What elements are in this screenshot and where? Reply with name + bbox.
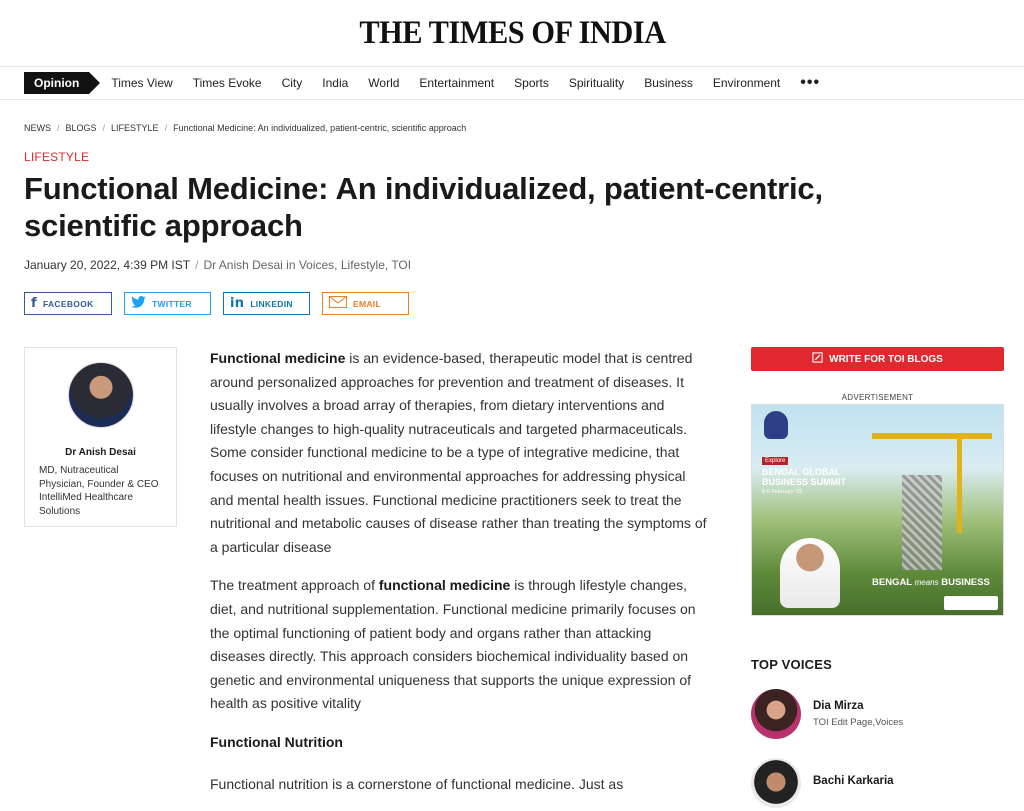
author-name[interactable]: Dr Anish Desai xyxy=(65,447,136,458)
breadcrumb-news[interactable]: NEWS xyxy=(24,123,51,133)
crane-graphic xyxy=(957,433,962,533)
share-email-button[interactable] xyxy=(322,292,409,315)
facebook-icon: f xyxy=(31,296,37,311)
article-paragraph xyxy=(210,347,710,559)
ad-explore: Explore xyxy=(762,457,788,465)
nav-item-times-view[interactable]: Times View xyxy=(111,76,173,90)
breadcrumb-separator: / xyxy=(102,123,106,133)
advertisement-banner[interactable] xyxy=(751,404,1004,616)
linkedin-icon: in xyxy=(230,296,245,311)
ad-dates: 5-6 February '25 xyxy=(762,489,803,495)
article-body xyxy=(210,347,710,811)
nav-item-business[interactable]: Business xyxy=(644,76,693,90)
masthead xyxy=(0,0,1024,66)
voice-avatar[interactable] xyxy=(751,689,801,739)
article-author-line[interactable]: Dr Anish Desai in Voices, Lifestyle, TOI xyxy=(203,258,412,272)
article-subheading: Functional Nutrition xyxy=(210,733,343,750)
write-button-label: WRITE FOR TOI BLOGS xyxy=(829,353,943,365)
share-facebook-button[interactable] xyxy=(24,292,112,315)
article-date: January 20, 2022, 4:39 PM IST xyxy=(24,258,191,272)
ad-tagline-end: BUSINESS xyxy=(941,577,990,588)
pen-icon xyxy=(812,352,823,366)
ad-logo-badge xyxy=(944,596,998,610)
breadcrumb xyxy=(24,123,466,133)
ad-person-image xyxy=(780,538,840,608)
voice-name[interactable]: Bachi Karkaria xyxy=(813,774,894,787)
tower-graphic xyxy=(902,475,942,570)
share-facebook-label: FACEBOOK xyxy=(42,298,94,309)
nav-item-world[interactable]: World xyxy=(368,76,400,90)
govt-crest-icon xyxy=(764,411,788,439)
email-icon xyxy=(329,296,347,312)
nav-item-city[interactable]: City xyxy=(281,76,303,90)
ad-tagline-start: BENGAL xyxy=(872,577,912,588)
nav-item-times-evoke[interactable]: Times Evoke xyxy=(192,76,262,90)
share-twitter-button[interactable] xyxy=(124,292,211,315)
share-bar xyxy=(24,292,409,315)
nav-item-environment[interactable]: Environment xyxy=(712,76,781,90)
article-category[interactable]: LIFESTYLE xyxy=(24,150,90,164)
top-voices-heading: TOP VOICES xyxy=(751,657,832,672)
share-twitter-label: TWITTER xyxy=(152,298,192,309)
breadcrumb-separator: / xyxy=(164,123,168,133)
share-linkedin-button[interactable] xyxy=(223,292,310,315)
top-voice-item[interactable] xyxy=(751,689,903,739)
breadcrumb-separator: / xyxy=(57,123,60,133)
share-email-label: EMAIL xyxy=(353,298,381,309)
write-for-toi-blogs-button[interactable] xyxy=(751,347,1004,371)
byline-separator: / xyxy=(195,258,199,272)
article-text: is through lifestyle changes, diet, and nutritional supplementation. Functional medicine primarily focuses on the optimal functioning of patient body and organs rather than attacking diseases directly. This approach considers biochemical individuality based on genetic and environmental uniqueness that supports the unique expression of health as positive vitality xyxy=(210,577,696,712)
article-keyword: functional medicine xyxy=(378,577,511,594)
voice-name[interactable]: Dia Mirza xyxy=(813,700,864,712)
ad-tagline-mid: means xyxy=(914,578,939,587)
article-text: is an evidence-based, therapeutic model that is centred around personalized approaches for prevention and treatment of diseases. It usually involves a broad array of therapies, from dietary interventions and lifestyle changes to high-quality nutraceuticals and targeted pharmaceuticals. Some consider functional medicine to be a type of integrative medicine, that focuses on nutritional and environmental approaches for addressing physical and mental health issues. Functional medicine practitioners seek to treat the nutritional and metabolic causes of disease rather than treating the symptoms of a particular disease xyxy=(210,350,707,555)
site-logo[interactable]: THE TIMES OF INDIA xyxy=(358,14,666,51)
author-avatar[interactable] xyxy=(68,362,134,428)
nav-more-icon[interactable]: ••• xyxy=(800,74,821,91)
voice-sections: TOI Edit Page,Voices xyxy=(813,717,904,728)
breadcrumb-blogs[interactable]: BLOGS xyxy=(65,123,97,133)
breadcrumb-current: Functional Medicine: An individualized, patient-centric, scientific approach xyxy=(173,123,467,133)
share-linkedin-label: LINKEDIN xyxy=(250,298,293,309)
breadcrumb-lifestyle[interactable]: LIFESTYLE xyxy=(111,123,159,133)
twitter-icon xyxy=(131,296,146,312)
article-keyword: Functional medicine xyxy=(210,350,346,366)
article-paragraph xyxy=(210,574,710,716)
nav-item-opinion[interactable]: Opinion xyxy=(24,72,89,94)
voice-avatar[interactable] xyxy=(751,758,801,808)
main-nav xyxy=(0,66,1024,100)
article-title: Functional Medicine: An individualized, patient-centric, scientific approach xyxy=(24,171,823,243)
nav-item-india[interactable]: India xyxy=(322,76,349,90)
nav-item-entertainment[interactable]: Entertainment xyxy=(419,76,495,90)
ad-tagline xyxy=(872,577,990,588)
ad-summit-title: BENGAL GLOBAL BUSINESS SUMMIT xyxy=(762,467,847,487)
crane-graphic xyxy=(872,433,992,439)
advertisement-label: ADVERTISEMENT xyxy=(841,393,914,402)
author-card xyxy=(24,347,177,527)
article-paragraph: Functional nutrition is a cornerstone of functional medicine. Just as xyxy=(210,775,624,792)
nav-item-spirituality[interactable]: Spirituality xyxy=(568,76,625,90)
nav-item-sports[interactable]: Sports xyxy=(514,76,549,90)
article-text: The treatment approach of xyxy=(210,577,379,594)
byline xyxy=(24,258,411,272)
top-voice-item[interactable] xyxy=(751,758,894,808)
author-description: MD, Nutraceutical Physician, Founder & CEO IntelliMed Healthcare Solutions xyxy=(39,465,159,517)
